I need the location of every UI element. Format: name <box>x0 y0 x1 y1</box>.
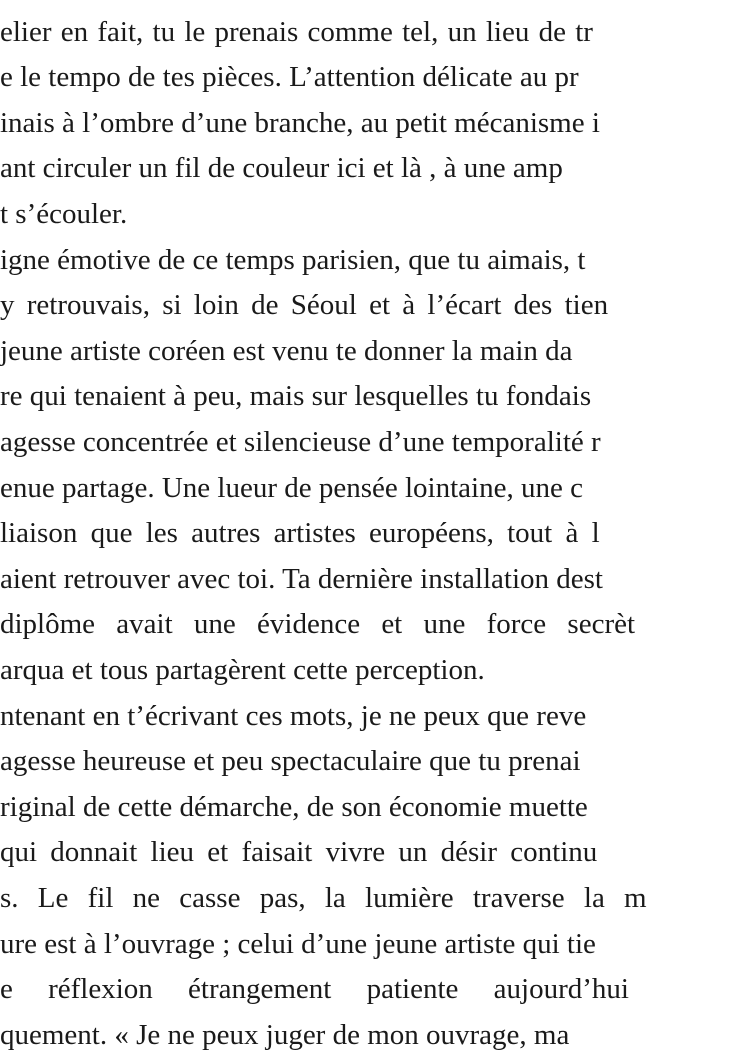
text-line: elier en fait, tu le prenais comme tel, un lieu de tr <box>0 16 593 48</box>
text-line: ntenant en t’écrivant ces mots, je ne peux que reve <box>0 700 587 732</box>
text-line: ant circuler un fil de couleur ici et là , à une amp <box>0 152 563 184</box>
text-line: re qui tenaient à peu, mais sur lesquelles tu fondais <box>0 380 592 412</box>
text-line: quement. « Je ne peux juger de mon ouvrage, ma <box>0 1019 570 1051</box>
text-line: jeune artiste coréen est venu te donner la main da <box>0 335 573 367</box>
text-line: inais à l’ombre d’une branche, au petit mécanisme i <box>0 107 600 139</box>
text-line: diplôme avait une évidence et une force secrèt <box>0 608 636 640</box>
text-line: agesse concentrée et silencieuse d’une temporalité r <box>0 426 601 458</box>
text-line: e réflexion étrangement patiente aujourd’hui <box>0 973 629 1005</box>
text-line: s. Le fil ne casse pas, la lumière traverse la m <box>0 882 647 914</box>
text-line: e le tempo de tes pièces. L’attention délicate au pr <box>0 61 579 93</box>
text-line: enue partage. Une lueur de pensée lointaine, une c <box>0 472 583 504</box>
text-line: ure est à l’ouvrage ; celui d’une jeune artiste qui tie <box>0 928 596 960</box>
text-line: aient retrouver avec toi. Ta dernière installation dest <box>0 563 603 595</box>
text-line: riginal de cette démarche, de son économie muette <box>0 791 588 823</box>
text-line: qui donnait lieu et faisait vivre un désir continu <box>0 836 598 868</box>
text-line: t s’écouler. <box>0 198 128 230</box>
text-line: y retrouvais, si loin de Séoul et à l’écart des tien <box>0 289 609 321</box>
text-line: agesse heureuse et peu spectaculaire que tu prenai <box>0 745 581 777</box>
text-line: liaison que les autres artistes européens, tout à l <box>0 517 600 549</box>
text-line: arqua et tous partagèrent cette perception. <box>0 654 485 686</box>
text-line: igne émotive de ce temps parisien, que tu aimais, t <box>0 244 586 276</box>
